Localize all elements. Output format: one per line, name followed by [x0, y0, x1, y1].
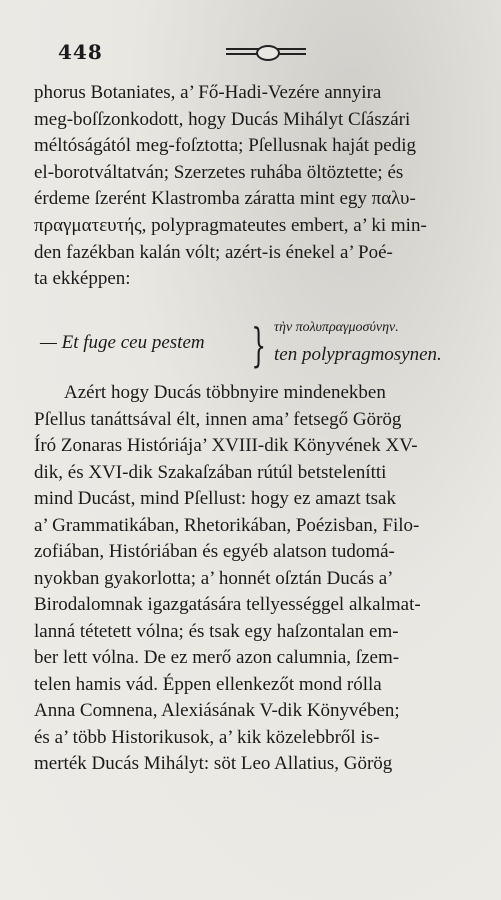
- text-line: méltóságától meg-foſztotta; Pſellusnak haját pedig: [34, 135, 417, 157]
- text-line: Író Zonaras Históriája’ XVIII-dik Könyvének XV-: [34, 435, 418, 456]
- text-line: ta ekképpen:: [34, 268, 131, 290]
- verse-quote: [34, 320, 478, 370]
- paragraph-2: [34, 380, 478, 778]
- text-line: meg-boſſzonkodott, hogy Ducás Mihályt Cſászári: [34, 108, 411, 130]
- text-line: phorus Botaniates, a’ Fő-Hadi-Vezére annyira: [34, 82, 382, 103]
- text-line: πραγματευτής, polypragmateutes embert, a’ ki min-: [34, 214, 427, 236]
- text-line: dik, és XVI-dik Szakaſzában rútúl betstelenítti: [34, 461, 387, 483]
- page-header: [58, 40, 478, 64]
- quote-latin-verse: — Et fuge ceu pestem: [40, 332, 205, 353]
- text-line: Pſellus tanáttsával élt, innen ama’ fetsegő Görög: [34, 408, 402, 430]
- text-line: Azért hogy Ducás többnyire mindenekben: [64, 382, 386, 403]
- text-line: merték Ducás Mihályt: söt Leo Allatius, Görög: [34, 753, 393, 774]
- text-line: a’ Grammatikában, Rhetorikában, Poézisban, Filo-: [34, 514, 420, 536]
- quote-transliteration: ten polypragmosynen.: [274, 344, 442, 365]
- page-number: 448: [58, 40, 103, 64]
- paragraph-1: [34, 80, 478, 293]
- text-line: den fazékban kalán vólt; azért-is énekel a’ Poé-: [34, 241, 393, 263]
- text-line: Birodalomnak igazgatására tellyességgel alkalmat-: [34, 594, 421, 615]
- text-line: mind Ducást, mind Pſellust: hogy ez amazt tsak: [34, 488, 396, 509]
- text-line: érdeme ſzerént Klastromba záratta mint egy παλυ-: [34, 188, 416, 210]
- text-line: telen hamis vád. Éppen ellenkezőt mond rólla: [34, 673, 382, 695]
- text-line: zofiában, Históriában és egyéb alatson tudomá-: [34, 541, 395, 562]
- text-line: el-borotváltatván; Szerzetes ruhába öltöztette; és: [34, 161, 404, 183]
- text-line: Anna Comnena, Alexiásának V-dik Könyvében;: [34, 700, 400, 721]
- text-line: lanná tétetett vólna; és tsak egy haſzontalan em-: [34, 620, 399, 642]
- text-line: nyokban gyakorlotta; a’ honnét oſztán Ducás a’: [34, 567, 394, 589]
- quote-greek-word: τὴν πολυπραγμοσύνην.: [274, 320, 399, 335]
- text-line: ber lett vólna. De ez merő azon calumnia, ſzem-: [34, 647, 400, 668]
- brace-icon: }: [251, 318, 266, 372]
- header-ornament-icon: [226, 48, 306, 56]
- text-line: és a’ több Historikusok, a’ kik közelebbről is-: [34, 726, 380, 748]
